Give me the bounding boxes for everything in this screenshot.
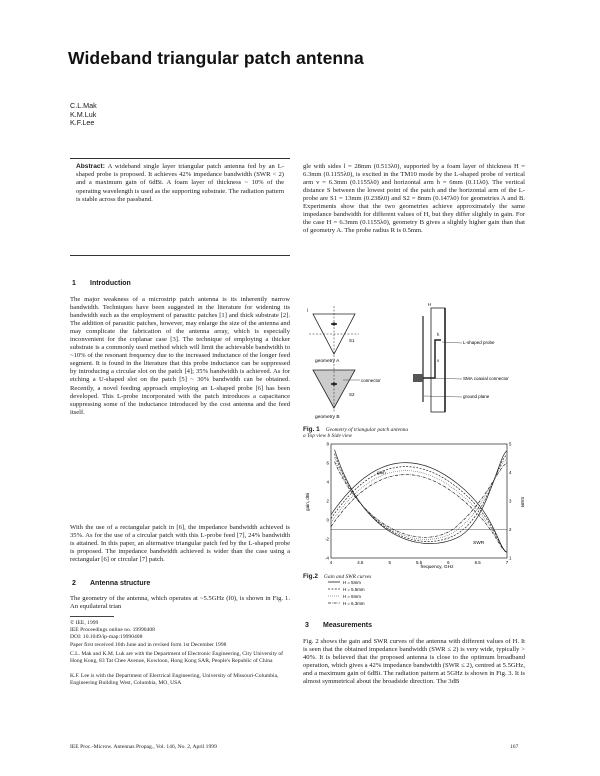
figure-2-legend [328,578,408,608]
legend-item [328,594,361,599]
paragraph: With the use of a rectangular patch in [6], the impedance bandwidth achieved is 35%. As for the use of a circular patch with this L-probe feed [7], 24% bandwidth is attained. In this paper, an alternative triangular patch fed by the L-shaped probe is proposed. The impedance bandwidth achieved is wider than the case using a rectangular [6] or circular [7] patch. [70,524,290,564]
label-s2: S2 [349,392,355,397]
y-tick-label-left: -2 [325,536,329,542]
footnote: IEE Proceedings online no. 19990408 [70,627,155,633]
section-title: Antenna structure [90,580,151,587]
y-tick-label-right: 4 [509,470,512,475]
legend-item [328,587,365,592]
section-number: 2 [72,580,76,587]
paragraph: gle with sides l = 28mm (0.513λ0), supported by a foam layer of thickness H = 6.3mm (0.1155λ0), is excited in the TM10 mode by the L-shaped probe of vertical arm v = 6.3mm (0.1155λ0) and horizontal arm h = 6mm (0.11λ0). The vertical distance S between the lowest point of the patch and the horizontal arm of the L-probe are S1 = 13mm (0.238λ0) and S2 = 8mm (0.147λ0) for geometries A and B. Experiments show that the two geometries achieve approximately the same impedance bandwidth for different values of H, but they differ slightly in gain. For the case H = 6.3mm (0.1155λ0), geometry B gives a slightly higher gain than that of geometry A. The probe radius R is 0.5mm. [303,163,525,235]
paragraph: The major weakness of a microstrip patch antenna is its inherently narrow bandwidth. Techniques have been suggested in the literature for widening its bandwidth such as the employment of parasitic patches [1] and thick substrate [2]. The addition of parasitic patches, however, may enlarge the size of the antenna and may complicate the fabrication of the antenna array, which is especially inconvenient for the coplanar case [3]. The technique of employing a thicker substrate is a commonly used method which will limit the achievable bandwidth to ~10% of the resonant frequency due to the increased inductance of the longer feed segment. It is found in the literature that this probe inductance can be suppressed by introducing a circular slot on the patch [4]; 35% bandwidth is achieved. As for etching a U-shaped slot on the patch [5] ~ 30% bandwidth can be obtained. Recently, a novel feeding approach employing an L-shaped probe [6] has been developed. This L-probe incorporated with the patch introduces a capacitance suppressing some of the inductance introduced by the cost antenna and the feed itself. [70,296,290,416]
label-sma: SMA coaxial connector [463,376,509,381]
chart-curves [331,450,507,553]
footnote: © IEE, 1999 [70,620,99,626]
author-list [70,102,97,128]
legend-label: H = 5.5mm [343,587,365,592]
footnote: DOI: 10.1049/ip-map:19990408 [70,634,143,640]
footnotes [70,620,290,687]
figure-2-chart [303,440,525,570]
legend-item [328,601,365,606]
y-tick-label-left: 4 [326,479,329,485]
x-tick-label: 5.5 [415,560,423,565]
figure-subcaption-text: a Top view b Side view [303,433,353,439]
abstract-text: A wideband single layer triangular patch antenna fed by an L-shaped probe is proposed. It achieves 42% impedance bandwidth (SWR < 2) and a maximum gain of 6dBi. A foam layer of thickness ~ 10% of the operating wavelength is used as the supporting substrate. The radiation pattern is stable across the passband. [76,163,284,203]
y-axis-label-left: gain, dBi [305,493,310,511]
y-tick-label-left: 8 [326,441,329,447]
section-heading-introduction [72,280,131,287]
section-title: Introduction [90,280,131,287]
label-H: H [428,302,432,307]
y-axis-label-right: SWR [520,496,525,508]
page-number: 167 [510,744,519,750]
swr-curve-label: SWR [473,541,485,546]
section-number: 3 [305,622,309,629]
author: K.M.Luk [70,109,97,119]
label-ground: ground plane [463,394,490,399]
geometry-b-diagram [313,364,381,420]
page-footer-journal: IEE Proc.-Microw. Antennas Propag., Vol. 146, No. 2, April 1999 [70,744,217,750]
footnote: C.L. Mak and K.M. Luk are with the Department of Electronic Engineering, City University of Hong Kong, 83 Tat Chee Avenue, Kowloon, Hong Kong SAR, People's Republic of China [70,651,283,664]
x-tick-label: 6.5 [474,560,481,565]
geometry-a-diagram [307,306,359,364]
y-tick-label-right: 2 [509,527,512,532]
x-tick-label: 5 [388,560,391,565]
x-tick-label: 4 [329,560,333,565]
label-s1: S1 [349,338,355,343]
y-tick-label-left: -4 [325,555,329,561]
introduction-body [70,296,290,522]
legend-label: H = 6.3mm [343,601,365,606]
abstract-label: Abstract: [76,163,105,170]
measurements-body [303,638,525,736]
label-l-probe: L-shaped probe [463,340,495,345]
legend-label: H = 6mm [343,594,361,599]
gain-curve [331,467,507,553]
swr-curve [335,462,507,538]
paper-title: Wideband triangular patch antenna [68,48,364,68]
label-v: v [437,358,440,363]
footnote-divider [70,616,114,617]
side-view-diagram [413,302,509,412]
x-tick-label: 4.5 [357,560,364,565]
author: K.F.Lee [70,118,95,128]
figure-1 [303,300,525,420]
section-heading-antenna-structure [72,580,150,587]
sma-connector [413,374,423,382]
y-tick-label-left: 2 [326,498,329,504]
y-tick-label-right: 1 [509,555,512,561]
label-h: h [437,332,440,337]
swr-curve [335,454,507,542]
figure-1-caption [303,426,408,433]
x-axis-label: frequency, GHz [420,565,454,570]
label-connector: connector [361,378,381,383]
figure-number: Fig.2 [303,573,318,580]
y-tick-label-right: 5 [509,441,512,447]
figure-caption-text: Gain and SWR curves [323,574,372,580]
section-number: 1 [72,280,76,287]
paragraph: Fig. 2 shows the gain and SWR curves of the antenna with different values of H. It is seen that the obtained impedance bandwidth (SWR ≤ 2) is very wide, typically > 40%. It is believed that the proposed antenna is close to the optimum broadband operation, which gives a 42% impedance bandwidth (SWR ≤ 2), centred at 5.5GHz, and a maximum gain of 6dBi. The radiation pattern at 5GHz is shown in Fig. 3. It is almost symmetrical about the broadside direction. The 3dB [303,638,525,686]
author: C.L.Mak [70,101,97,110]
y-tick-label-right: 3 [509,498,512,504]
abstract [76,163,284,204]
section-title: Measurements [323,622,373,629]
figure-1-subcaption [303,433,352,439]
legend-label: H = 5mm [343,580,361,585]
paragraph: The geometry of the antenna, which operates at ~5.5GHz (f0), is shown in Fig. 1. An equilateral trian [70,595,290,611]
antenna-structure-body [70,595,290,612]
antenna-structure-body-continued [303,163,525,295]
introduction-body-2 [70,524,290,574]
label-geometry-b: geometry B [315,415,340,420]
figure-number: Fig. 1 [303,426,320,433]
y-tick-label-left: 6 [326,460,329,466]
x-tick-label: 7 [505,560,509,565]
y-tick-label-left: 0 [326,517,329,523]
label-geometry-a: geometry A [315,359,340,364]
x-tick-label: 6 [447,560,450,565]
footnote: Paper first received 16th June and in revised form 1st December 1998 [70,642,227,648]
section-heading-measurements [305,622,372,629]
swr-curve [335,458,507,540]
footnote: K.F. Lee is with the Department of Electrical Engineering, University of Missouri-Columbia, Engineering Building West, Columbia, MO, USA [70,673,279,686]
label-l: l [307,308,308,313]
legend-item [328,580,361,585]
chart-ticks [325,442,512,566]
figure-caption-text: Geometry of triangular patch antenna [325,427,409,433]
gain-curve-label: gain [377,470,386,475]
